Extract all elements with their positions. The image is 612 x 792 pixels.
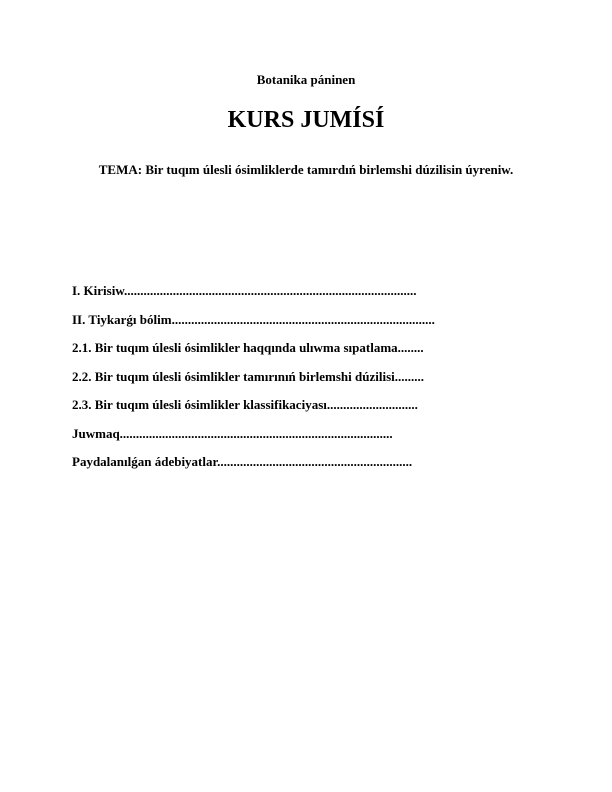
toc-item-conclusion: Juwmaq.................................................................................... [72, 425, 393, 441]
toc-item-section-2-2: 2.2. Bir tuqım úlesli ósimlikler tamırınıń birlemshi dúzilisi......... [72, 368, 424, 384]
subject-heading: Botanika páninen [256, 72, 356, 87]
toc-item-main-part: II. Tiykarǵı bólim................................................................................. [72, 311, 435, 327]
toc-item-references: Paydalanılǵan ádebiyatlar............................................................ [72, 454, 413, 469]
topic-line: TEMA: Bir tuqım úlesli ósimliklerde tamırdıń birlemshi dúzilisin úyreniw. [98, 162, 514, 177]
table-of-contents [72, 283, 552, 483]
page-title: KURS JUMÍSÍ [227, 107, 385, 133]
toc-item-introduction: I. Kirisiw.......................................................................................... [72, 283, 417, 298]
toc-item-section-2-1: 2.1. Bir tuqım úlesli ósimlikler haqqında ulıwma sıpatlama........ [72, 340, 424, 355]
toc-item-section-2-3: 2.3. Bir tuqım úlesli ósimlikler klassifikaciyası............................ [72, 397, 418, 412]
